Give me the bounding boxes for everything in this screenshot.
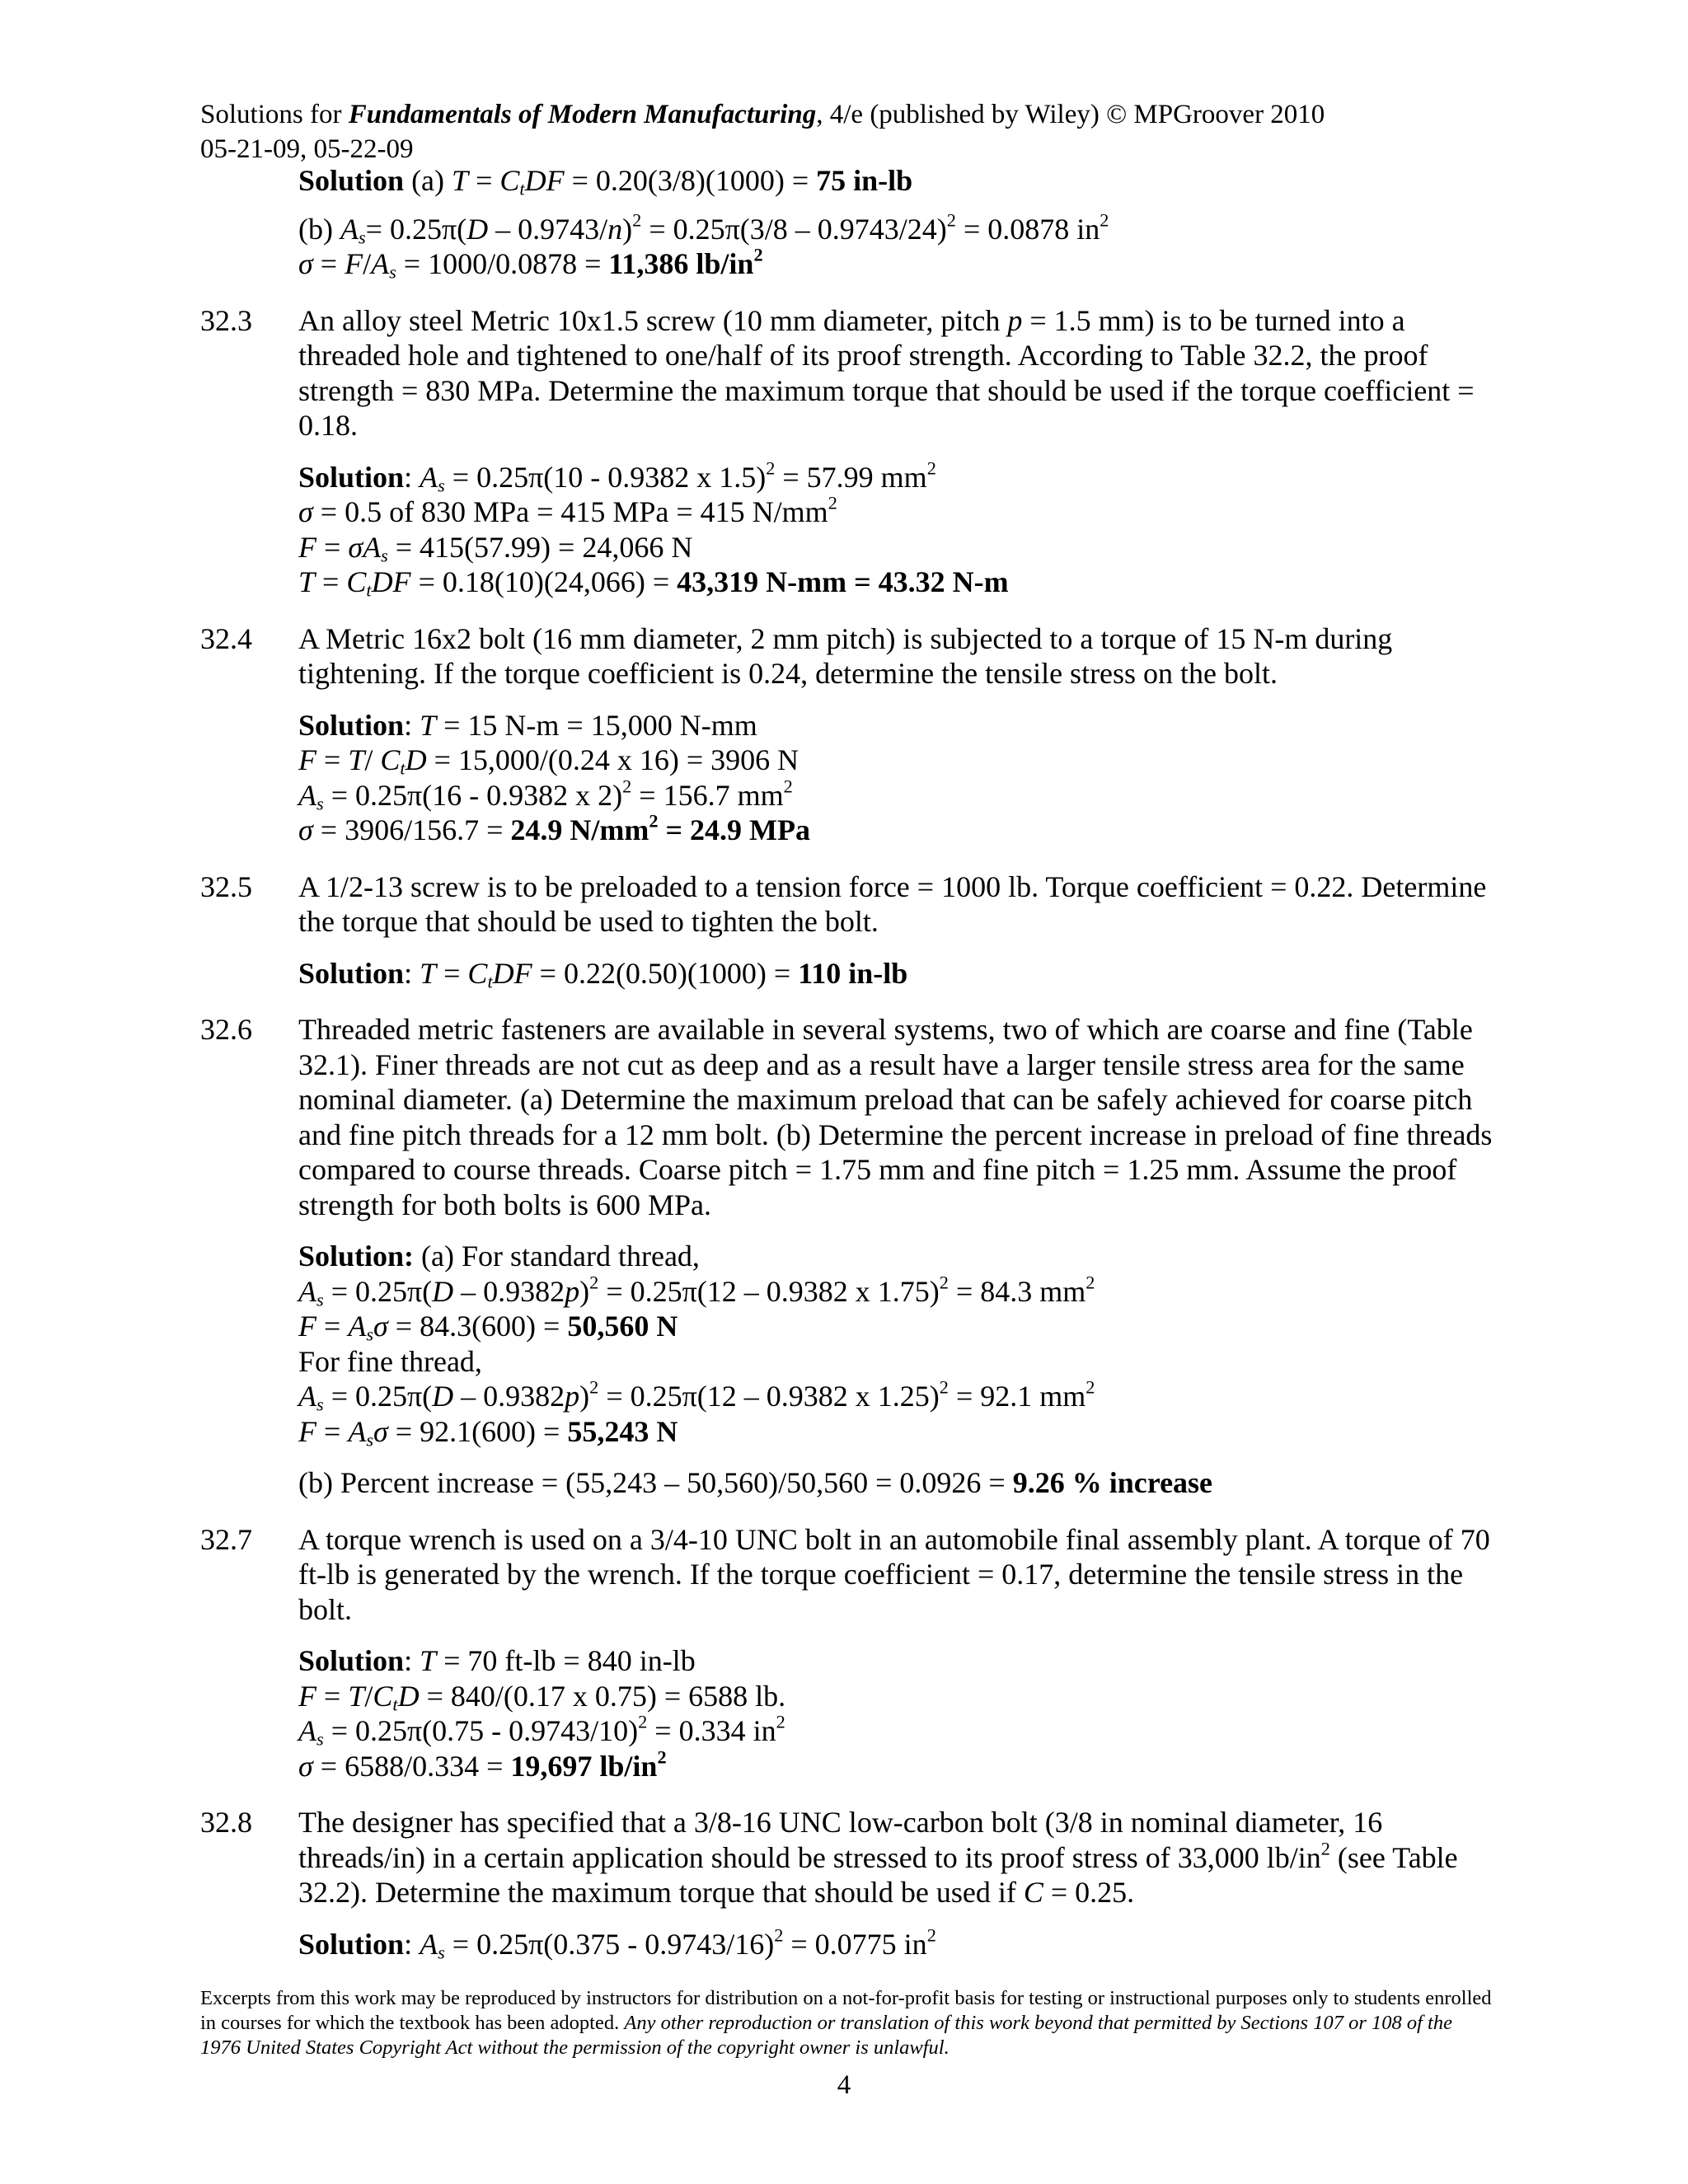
problem-solution [298, 457, 1494, 601]
problem-number: 32.7 [200, 1522, 252, 1556]
solution-line: Solution: T = 15 N-m = 15,000 N-mm [298, 708, 757, 742]
solution-line: Solution: T = 70 ft-lb = 840 in-lb [298, 1644, 696, 1677]
page-header [200, 97, 1325, 166]
footer-italic-text: Any other reproduction or translation of this work beyond that permitted by Sections 107 or 108 of the 1976 United States Copyright Act without the permission of the copyright owner is unlawful. [200, 2012, 1452, 2059]
problem-32-5 [200, 869, 1494, 991]
solution-line: $A_s = 0.25\pi(16 - 0.9382$ x 2)$^2$ = 156.7 $mm^2$ [298, 775, 793, 814]
problem-text: A torque wrench is used on a 3/4-10 UNC bolt in an automobile final assembly plant. A torque of 70 ft-lb is generated by the wrench. If the torque coefficient = 0.17, determine the tensile stress in the bolt. [298, 1522, 1490, 1626]
problem-text: An alloy steel Metric 10x1.5 screw (10 mm diameter, pitch p = 1.5 mm) is to be turned into a threaded hole and tightened to one/half of its proof strength. According to Table 32.2, the proof strength = 830 MPa. Determine the maximum torque that should be used if the torque coefficient = 0.18. [298, 303, 1475, 442]
solution-line: σ = 3906/156.7 = 24.9 $N/mm^2 = 24.9$ MPa [298, 810, 810, 846]
solution-line: $A_s = 0.25\pi(D - 0.9382p)^2 = 0.25\pi(12 - 0.9382$ x 1.75)$^2$ = 84.3 $mm^2$ [298, 1271, 1095, 1310]
solution-32-2 [298, 163, 1494, 282]
solution-line: For fine thread, [298, 1344, 482, 1378]
problem-32-6 [200, 1012, 1494, 1501]
solution-line: Solution: $A_s = 0.25\pi(0.375 - 0.9743/16)^2 = 0.0775$ $in^2$ [298, 1924, 936, 1963]
problem-number: 32.6 [200, 1013, 252, 1046]
copyright-footer [200, 1986, 1494, 2060]
problem-solution [298, 1239, 1494, 1501]
solution-line: $F = \sigma A_s = 415(57.99) = 24,066$ N [298, 530, 693, 566]
problem-32-8 [200, 1805, 1494, 1961]
problem-number: 32.5 [200, 869, 252, 903]
solution-line: σ = 0.5 of 830 MPa = 415 MPa = 415 $N/mm^2$ [298, 492, 837, 528]
header-title-line [200, 97, 1325, 132]
problem-text: A Metric 16x2 bolt (16 mm diameter, 2 mm pitch) is subjected to a torque of 15 N-m during tightening. If the torque coefficient is 0.24, determine the tensile stress on the bolt. [298, 621, 1393, 690]
header-dates: 05-21-09, 05-22-09 [200, 134, 414, 164]
footer-plain-text: Excerpts from this work may be reproduced by instructors for distribution on a not-for-profit basis for testing or instructional purposes only to students enrolled in courses for which the textbook has been adopted. [200, 1987, 1492, 2034]
problem-number: 32.8 [200, 1806, 252, 1839]
problem-number: 32.3 [200, 303, 252, 337]
header-suffix: , 4/e (published by Wiley) © MPGroover 2010 [816, 100, 1325, 129]
solution-line: $A_s = 0.25\pi(0.75 - 0.9743/10)^2 = 0.334$ $in^2$ [298, 1711, 785, 1750]
problem-32-4 [200, 621, 1494, 848]
solution-line: (b) Percent increase = (55,243 – 50,560)/50,560 = 0.0926 = 9.26 % increase [298, 1466, 1213, 1499]
book-title: Fundamentals of Modern Manufacturing [348, 100, 817, 129]
main-content [200, 163, 1494, 1961]
solution-line: Solution: (a) For standard thread, [298, 1240, 700, 1272]
problem-text: Threaded metric fasteners are available in several systems, two of which are coarse and fine (Table 32.1). Finer threads are not cut as deep and as a result have a larger tensile stress area for the same nominal diameter. (a) Determine the maximum preload that can be safely achieved for coarse pitch and fine pitch threads for a 12 mm bolt. (b) Determine the percent increase in preload of fine threads compared to course threads. Coarse pitch = 1.75 mm and fine pitch = 1.25 mm. Assume the proof strength for both bolts is 600 MPa. [298, 1013, 1493, 1221]
solution-line: Solution: $T = C_tDF = 0.22(0.50)(1000) = 110$ in-lb [298, 956, 908, 992]
problem-solution [298, 708, 1494, 848]
solution-line: (b) $A_s= 0.25\pi(D - 0.9743/n)^2 = 0.25\pi(3/8 - 0.9743/24)^2 = 0.0878$ $in^2$ [298, 209, 1109, 248]
problem-32-7 [200, 1522, 1494, 1784]
page-number: 4 [837, 2070, 851, 2100]
solution-line: $F = A_s\sigma = 92.1(600) = 55,243$ N [298, 1414, 678, 1451]
problem-text: A 1/2-13 screw is to be preloaded to a tension force = 1000 lb. Torque coefficient = 0.22. Determine the torque that should be used to tighten the bolt. [298, 869, 1487, 938]
problem-solution [298, 1643, 1494, 1783]
problem-number: 32.4 [200, 621, 252, 655]
problem-solution [298, 956, 1494, 991]
solution-line: F = T/ $C_tD = 15,000/(0.24$ x 16) = 3906 N [298, 743, 799, 779]
header-prefix: Solutions for [200, 100, 349, 129]
problem-solution [298, 1924, 1494, 1963]
solution-line: $A_s = 0.25\pi(D - 0.9382p)^2 = 0.25\pi(12 - 0.9382$ x 1.25)$^2$ = 92.1 $mm^2$ [298, 1376, 1095, 1415]
solution-line: $T = C_tDF = 0.18(10)(24,066) = 43,319$ N-mm = 43.32 N-m [298, 565, 1009, 601]
solution-line: $\sigma = F/A_s = 1000/0.0878 = 11,386$ $lb/in^2$ [298, 244, 763, 283]
solution-line: Solution: $A_s = 0.25\pi(10 - 0.9382$ x 1.5)$^2$ = 57.99 $mm^2$ [298, 457, 936, 496]
problem-text: The designer has specified that a 3/8-16 UNC low-carbon bolt (3/8 in nominal diameter, 16 threads/in) in a certain application should be stressed to its proof stress of 33,000 $lb/in^2$ (see Table 32.2). Determine the maximum torque that should be used if C = 0.25. [298, 1806, 1458, 1909]
solution-line: $F = T/C_tD = 840/(0.17$ x 0.75) = 6588 lb. [298, 1679, 786, 1715]
problem-32-3 [200, 303, 1494, 600]
solution-line: σ = 6588/0.334 = 19,697 $lb/in^2$ [298, 1746, 667, 1783]
solution-line: $F = A_s\sigma = 84.3(600) = 50,560$ N [298, 1310, 678, 1345]
solution-line: Solution (a) $T = C_tDF = 0.20(3/8)(1000) = 75$ in-lb [298, 164, 913, 199]
